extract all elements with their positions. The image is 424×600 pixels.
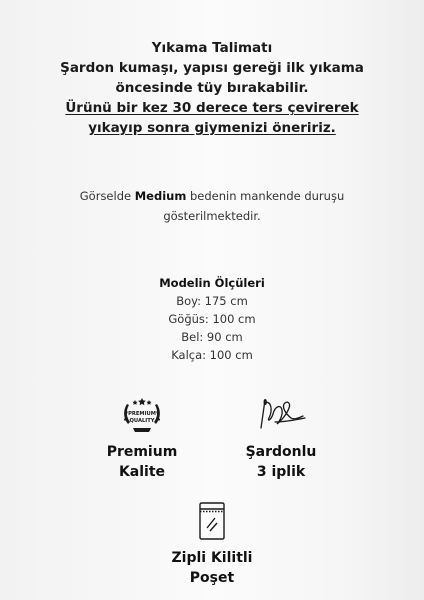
- wash-line-4: yıkayıp sonra giymenizi öneririz.: [88, 120, 336, 136]
- feature-label-line-2: 3 iplik: [256, 464, 306, 480]
- measurements-title: Modelin Ölçüleri: [159, 276, 265, 290]
- feature-premium-quality: [67, 394, 217, 482]
- feature-label-line-1: Zipli Kilitli: [171, 550, 253, 566]
- measurement-row: Kalça: 100 cm: [171, 348, 253, 362]
- premium-quality-badge-icon: [120, 394, 164, 438]
- feature-zip-bag: [137, 500, 287, 588]
- measurement-row: Boy: 175 cm: [176, 294, 248, 308]
- note-prefix: Görselde: [79, 189, 135, 203]
- zip-bag-icon: [195, 500, 229, 542]
- wash-line-2: öncesinde tüy bırakabilir.: [115, 80, 309, 96]
- model-size-note: [0, 186, 424, 226]
- wash-instructions: [0, 38, 424, 138]
- feature-label-line-1: Şardonlu: [245, 444, 317, 460]
- note-line-2: gösterilmektedir.: [163, 209, 261, 223]
- feature-three-thread: [206, 394, 356, 482]
- model-measurements: [0, 274, 424, 364]
- measurement-row: Bel: 90 cm: [181, 330, 243, 344]
- needle-thread-icon: [251, 394, 311, 438]
- wash-line-3: Ürünü bir kez 30 derece ters çevirerek: [65, 100, 359, 116]
- wash-line-1: Şardon kumaşı, yapısı gereği ilk yıkama: [60, 60, 364, 76]
- feature-label-line-1: Premium: [106, 444, 178, 460]
- badge-line-2: QUALITY: [129, 418, 155, 424]
- note-suffix: bedenin mankende duruşu: [186, 189, 345, 203]
- badge-line-1: PREMIUM: [128, 411, 156, 417]
- feature-label-line-2: Kalite: [118, 464, 166, 480]
- feature-label-line-2: Poşet: [189, 570, 235, 586]
- note-size: Medium: [134, 189, 187, 203]
- wash-title: Yıkama Talimatı: [151, 40, 273, 56]
- measurement-row: Göğüs: 100 cm: [168, 312, 256, 326]
